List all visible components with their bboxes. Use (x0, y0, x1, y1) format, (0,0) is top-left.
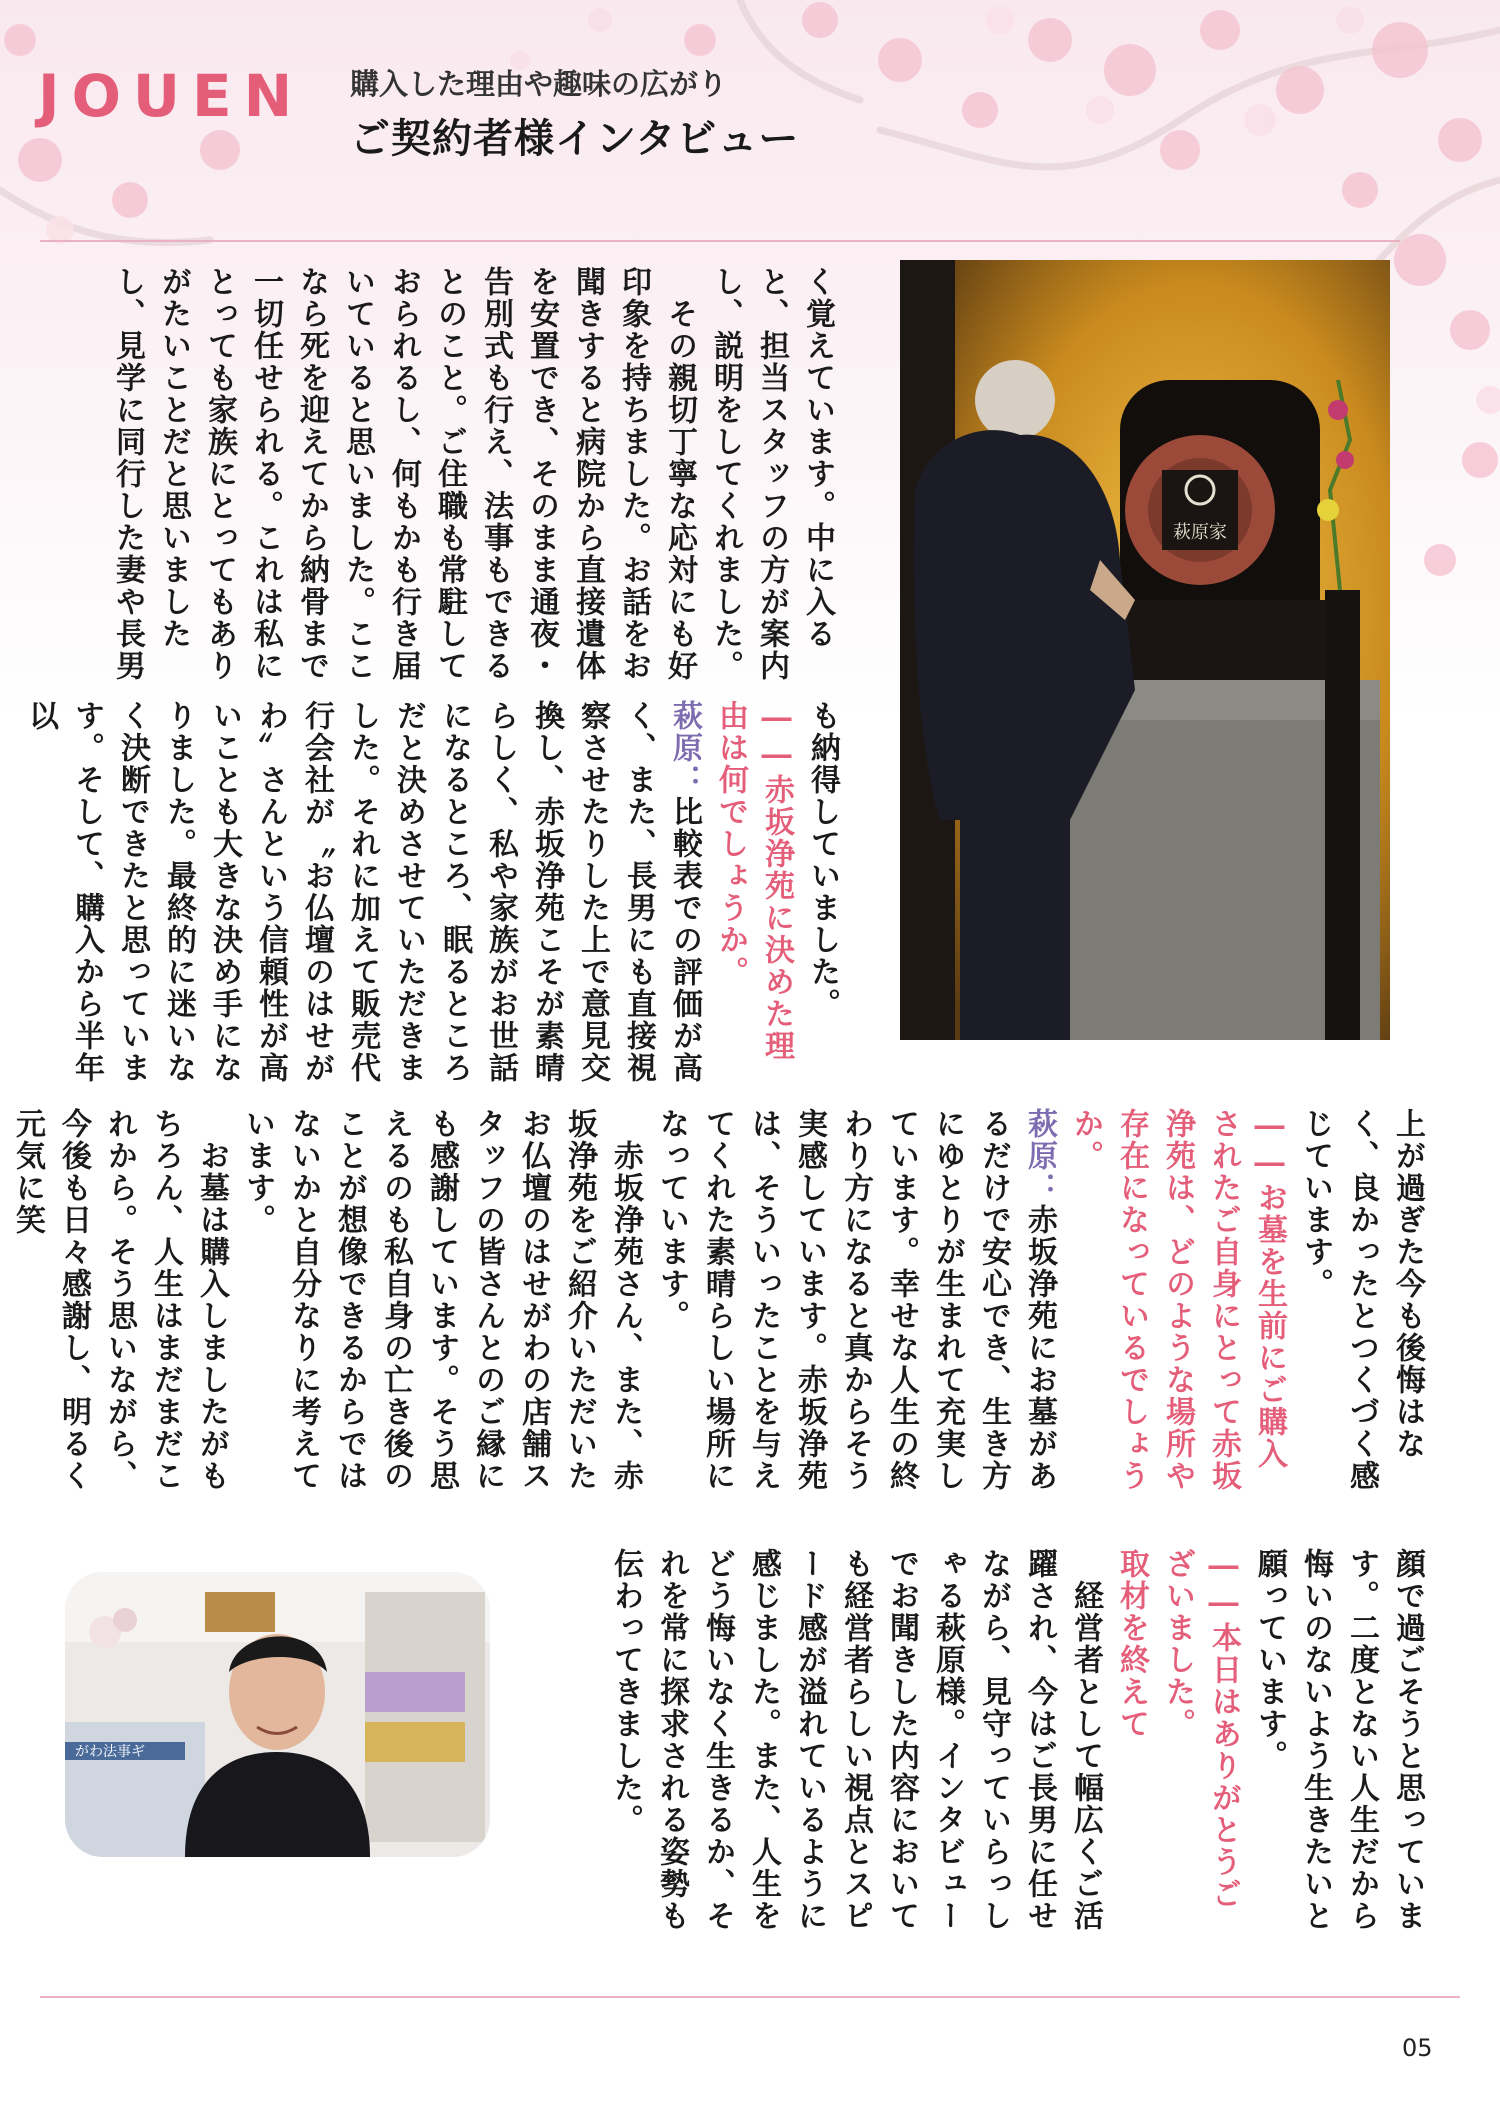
photo-shrine-visit (900, 260, 1390, 1040)
shelf-sign-text: がわ法事ギ (75, 1744, 145, 1760)
interview-question: ――お墓を生前にご購入されたご自身にとって赤坂浄苑は、どのような場所や存在になっているでしょうか。 (1068, 1108, 1287, 1492)
afterword-text: 経営者として幅広くご活躍され、今はご長男に任せながら、見守っていらっしゃる萩原様。インタビューでお聞きした内容においても経営者らしい視点とスピード感が溢れているように感じました。また、人生をどう悔いなく生きるか、それを常に探求される姿勢も伝わってきました。 (608, 1548, 1103, 1932)
page-number: 05 (1402, 2034, 1433, 2062)
article-column-top (60, 266, 840, 686)
photo-portrait (65, 1572, 490, 1857)
speaker-name: 萩原： (1022, 1108, 1057, 1204)
answer-text: 赤坂浄苑にお墓があるだけで安心でき、生き方にゆとりが生まれて充実しています。幸せな人生の終わり方になると真からそう実感しています。赤坂浄苑は、そういったことを与えてくれた素晴らしい場所になっています。 赤坂浄苑さん、また、赤坂浄苑をご紹介いただいたお仏壇のはせがわの店舗スタッフの皆さんとのご縁にも感謝しています。そう思えるのも私自身の亡き後のことが想像できるからではないかと自分なりに考えています。 お墓は購入しましたがもちろん、人生はまだまだこれから。そう思いながら、今後も日々感謝し、明るく元気に笑 (10, 1108, 1057, 1492)
interview-question: ――赤坂浄苑に決めた理由は何でしょうか。 (713, 700, 794, 1062)
footer-divider (40, 1996, 1460, 1998)
body-text: 顔で過ごそうと思っています。二度とない人生だから悔いのないよう生きたいと願っています。 (1252, 1548, 1425, 1932)
plaque-text: 萩原家 (1173, 522, 1227, 543)
section-heading: 取材を終えて (1114, 1548, 1149, 1740)
closing-remark: ――本日はありがとうございました。 (1160, 1548, 1241, 1910)
article-column-bottom (540, 1548, 1430, 1938)
article-column-middle (23, 700, 845, 1088)
portrait-photo-illustration (65, 1572, 490, 1857)
speaker-name: 萩原： (667, 700, 702, 796)
article-column-lower (10, 1108, 1430, 1498)
page-title: ご契約者様インタビュー (350, 116, 800, 162)
body-text: 上が過ぎた今も後悔はなく、良かったとつくづく感じています。 (1298, 1108, 1425, 1492)
body-text: も納得していました。 (805, 700, 840, 1020)
body-text: く覚えています。中に入ると、担当スタッフの方が案内し、説明をしてくれました。 その親切丁寧な応対にも好印象を持ちました。お話をお聞きすると病院から直接遺体を安置でき、そのまま通夜・告別式も行え、法事もできるとのこと。ご住職も常駐しておられるし、何もかも行き届いていると思いました。ここなら死を迎えてから納骨まで一切任せられる。これは私にとっても家族にとってもありがたいことだと思いましたし、見学に同行した妻や長男 (110, 266, 835, 682)
brand-logo: JOUEN (38, 62, 305, 130)
shrine-photo-illustration (900, 260, 1390, 1040)
header-divider (40, 240, 1400, 242)
page-subtitle: 購入した理由や趣味の広がり (350, 67, 728, 101)
answer-text: 比較表での評価が高く、また、長男にも直接視察させたりした上で意見交換し、赤坂浄苑こそが素晴らしく、私や家族がお世話になるところ、眠るところだと決めさせていただきました。それに加えて販売代行会社が〝お仏壇のはせがわ〟さんという信頼性が高いことも大きな決め手になりました。最終的に迷いなく決断できたと思っています。そして、購入から半年以 (23, 700, 702, 1084)
